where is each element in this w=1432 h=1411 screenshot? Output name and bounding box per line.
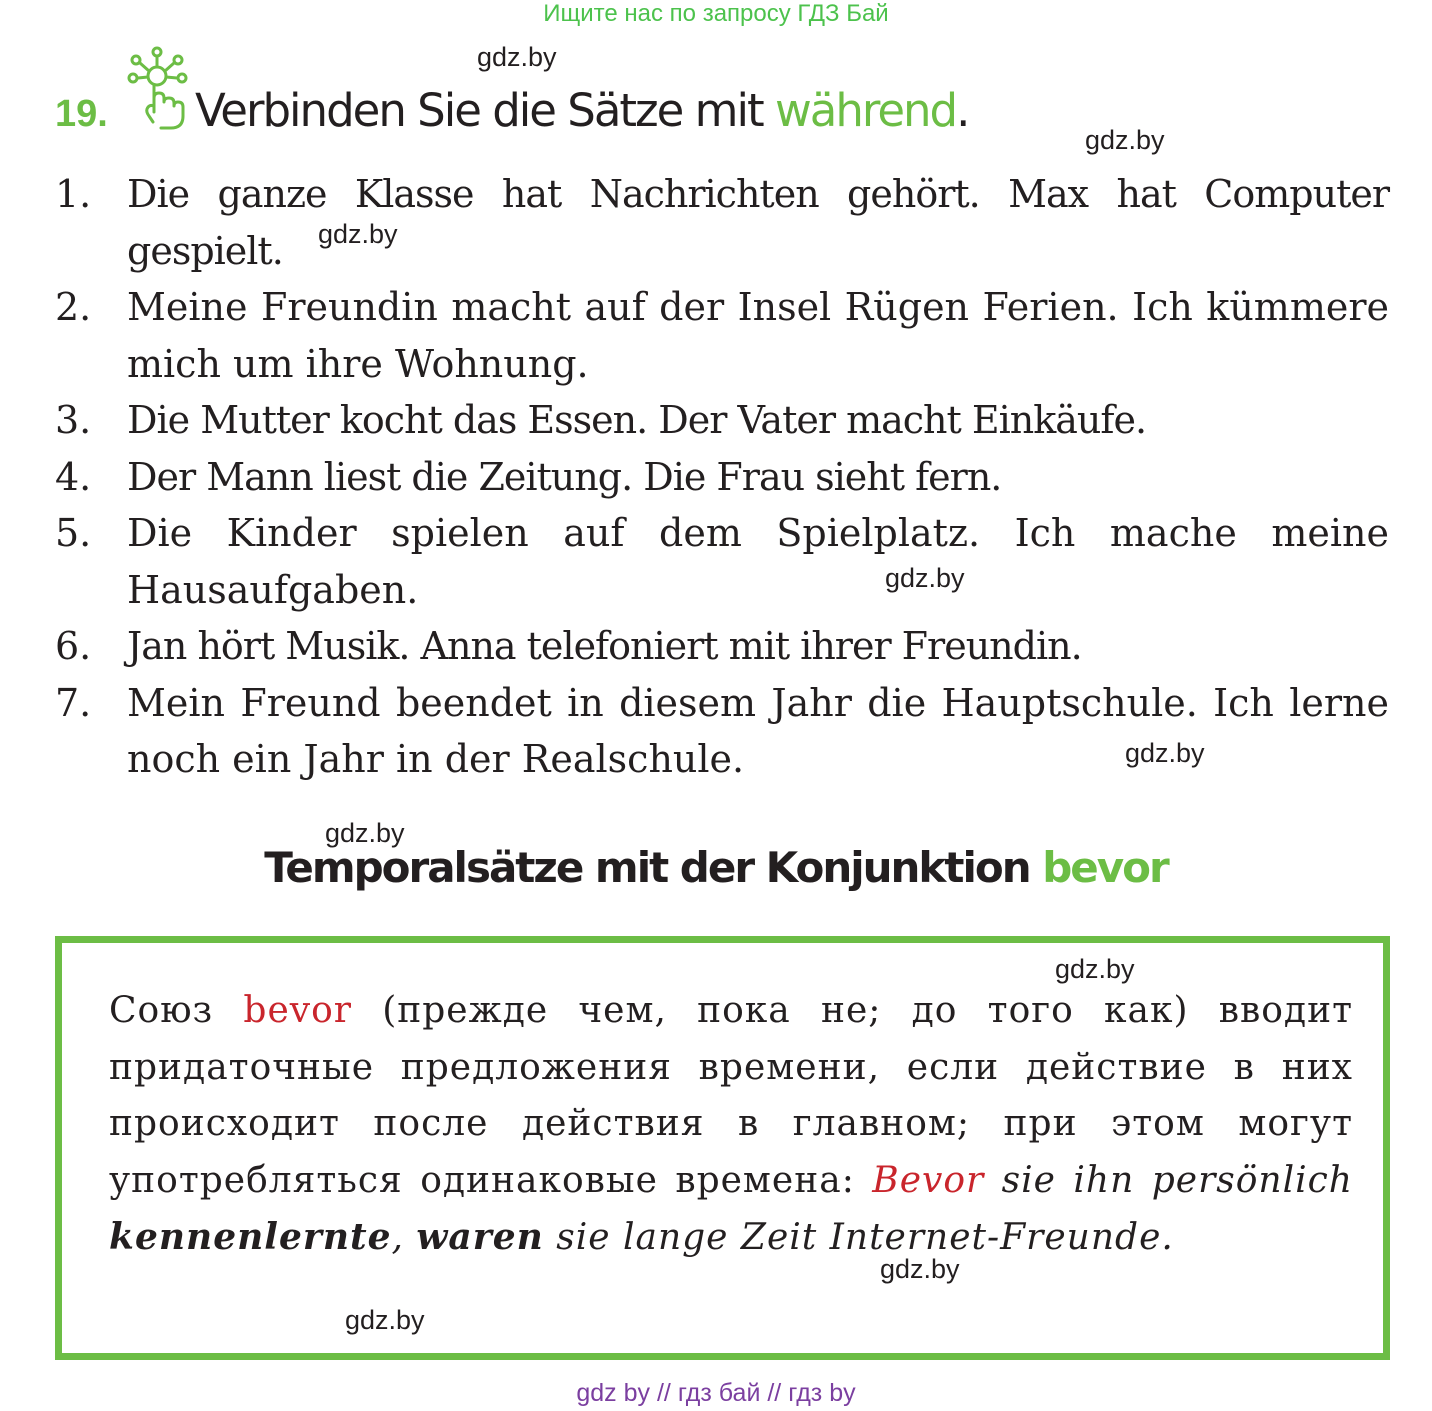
top-banner[interactable]: Ищите нас по запросу ГДЗ Бай bbox=[543, 0, 889, 27]
watermark: gdz.by bbox=[345, 1305, 425, 1335]
item-text: Die Kinder spielen auf dem Spielplatz. Ich mache meine Hausaufgaben. bbox=[127, 511, 1389, 612]
footer-links[interactable]: gdz by // гдз бай // гдз by bbox=[576, 1379, 856, 1407]
item-number: 6. bbox=[55, 624, 92, 668]
title-highlight: während bbox=[774, 84, 957, 137]
example-part: , bbox=[391, 1217, 417, 1258]
item-number: 3. bbox=[55, 398, 92, 442]
watermark: gdz.by bbox=[318, 219, 398, 249]
list-item bbox=[0, 449, 1432, 506]
list-item bbox=[0, 166, 1432, 279]
watermark: gdz.by bbox=[1055, 954, 1135, 984]
watermark: gdz.by bbox=[477, 42, 557, 72]
list-item bbox=[0, 618, 1432, 675]
watermark: gdz.by bbox=[885, 563, 965, 593]
item-text: Meine Freundin macht auf der Insel Rügen Ferien. Ich kümmere mich um ihre Wohnung. bbox=[127, 285, 1389, 386]
watermark: gdz.by bbox=[1085, 125, 1165, 155]
exercise-list bbox=[0, 166, 1432, 788]
touch-hand-icon bbox=[127, 46, 191, 132]
item-number: 1. bbox=[55, 172, 92, 216]
example-part: sie lange Zeit Internet-Freunde. bbox=[543, 1217, 1174, 1258]
list-item bbox=[0, 505, 1432, 618]
item-text: Jan hört Musik. Anna telefoniert mit ihrer Freundin. bbox=[127, 624, 1082, 668]
section-heading bbox=[0, 838, 1432, 898]
rule-body: (прежде чем, пока не; до того как) вводит придаточные предложения времени, если действие в них происходит после действия в главном; при этом могут употребляться одинаковые времена: bbox=[109, 990, 1353, 1201]
list-item bbox=[0, 675, 1432, 788]
item-text: Die ganze Klasse hat Nachrichten gehört. Max hat Computer gespielt. bbox=[127, 172, 1389, 273]
item-number: 2. bbox=[55, 285, 92, 329]
exercise-title bbox=[195, 84, 968, 138]
rule-text bbox=[109, 983, 1353, 1267]
item-text: Mein Freund beendet in diesem Jahr die Hauptschule. Ich lerne noch ein Jahr in der Realschule. bbox=[127, 680, 1389, 781]
example-conjunction: Bevor bbox=[872, 1159, 985, 1201]
example-verb: kennenlernte bbox=[109, 1216, 392, 1258]
example-part: sie ihn persönlich bbox=[984, 1159, 1353, 1201]
item-number: 4. bbox=[55, 454, 92, 499]
rule-box bbox=[55, 936, 1390, 1360]
title-main: Verbinden Sie die Sätze mit bbox=[195, 84, 775, 137]
rule-term: bevor bbox=[243, 990, 352, 1031]
example-verb: waren bbox=[416, 1216, 544, 1258]
list-item bbox=[0, 279, 1432, 392]
list-item bbox=[0, 392, 1432, 449]
heading-highlight: bevor bbox=[1042, 843, 1168, 892]
title-end: . bbox=[956, 84, 969, 137]
item-text: Die Mutter kocht das Essen. Der Vater macht Einkäufe. bbox=[127, 398, 1147, 442]
item-number: 5. bbox=[55, 511, 92, 555]
watermark: gdz.by bbox=[325, 818, 405, 848]
rule-lead: Союз bbox=[109, 990, 244, 1031]
item-text: Der Mann liest die Zeitung. Die Frau sieht fern. bbox=[127, 454, 1002, 499]
watermark: gdz.by bbox=[1125, 738, 1205, 768]
item-number: 7. bbox=[55, 680, 92, 725]
watermark: gdz.by bbox=[880, 1254, 960, 1284]
heading-main: Temporalsätze mit der Konjunktion bbox=[264, 843, 1043, 892]
exercise-number: 19. bbox=[55, 93, 108, 135]
